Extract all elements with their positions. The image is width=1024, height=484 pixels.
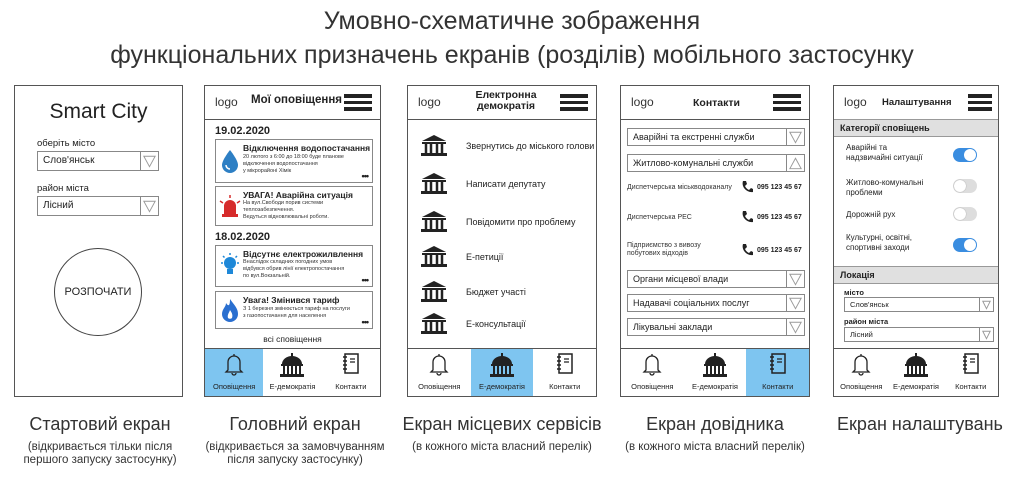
tab-contacts-label: Контакти: [335, 382, 367, 391]
tab-alerts[interactable]: [621, 349, 684, 396]
notification-body-3: по вул.Вокзальній.: [243, 273, 291, 279]
service-item-label: Звернутись до міського голови: [466, 141, 595, 151]
service-item-label: Е-петиції: [466, 252, 504, 262]
diagram-title-line1: Умовно-схематичне зображення: [323, 7, 701, 35]
address-book-icon: [555, 352, 575, 376]
contacts-sub: (в кожного міста власний перелік): [625, 441, 805, 453]
district-select-value: Лісний: [43, 200, 74, 211]
category-select-authorities[interactable]: [627, 270, 805, 288]
notification-title: Відключення водопостачання: [243, 143, 371, 153]
category-select-medical[interactable]: [627, 318, 805, 336]
notification-body-2: теплозабезпечення.: [243, 207, 295, 213]
more-icon[interactable]: •••: [361, 275, 368, 285]
alarm-icon: [219, 194, 241, 218]
services-screen: [407, 85, 597, 397]
tab-edem[interactable]: [471, 349, 534, 396]
setting-emergency-label: [846, 143, 923, 163]
address-book-icon: [768, 352, 788, 376]
setting-housing-label: [846, 178, 923, 198]
setting-label-line2: надзвичайні ситуації: [846, 153, 923, 162]
parliament-icon: [488, 352, 516, 378]
setting-label-line2: спортивні заходи: [846, 243, 910, 252]
tab-alerts-label: Оповіщення: [840, 382, 883, 391]
more-icon[interactable]: •••: [361, 317, 368, 327]
tab-contacts[interactable]: [322, 349, 380, 396]
menu-icon[interactable]: [773, 94, 801, 112]
settings-header-title: Налаштування: [882, 97, 952, 108]
notification-body-1: З 1 березня змінюється тариф на послуги: [243, 306, 350, 312]
logo: logo: [844, 95, 867, 109]
notification-title: УВАГА! Аварійна ситуація: [243, 190, 353, 200]
address-book-icon: [341, 352, 361, 376]
tab-alerts-label: Оповіщення: [631, 382, 674, 391]
phone-icon[interactable]: [741, 243, 753, 257]
tab-edem-label: Е-демократія: [893, 382, 939, 391]
city-select-value: Слов'янськ: [43, 155, 95, 166]
tab-edem-label: Е-демократія: [269, 382, 316, 391]
tab-contacts-label: Контакти: [762, 382, 794, 391]
service-item-label: Е-консультації: [466, 319, 526, 329]
settings-city-select[interactable]: [844, 297, 994, 312]
toggle-culture[interactable]: [953, 238, 977, 252]
start-button[interactable]: РОЗПОЧАТИ: [54, 248, 142, 336]
tab-edem-label: Е-демократія: [692, 382, 738, 391]
settings-city-label: місто: [844, 288, 864, 297]
setting-label-line2: проблеми: [846, 188, 883, 197]
main-header-title: Мої оповіщення: [251, 94, 342, 106]
tab-edem[interactable]: [684, 349, 747, 396]
services-sub: (в кожного міста власний перелік): [412, 441, 592, 453]
logo: logo: [631, 95, 654, 109]
services-header-title: [458, 90, 554, 112]
tab-bar: [834, 348, 998, 396]
service-item-label: Написати депутату: [466, 179, 546, 189]
tab-contacts[interactable]: [533, 349, 596, 396]
contact-name: Диспетчерська РЕС: [627, 214, 692, 221]
notification-tariff[interactable]: [215, 291, 373, 329]
logo: logo: [418, 95, 441, 109]
contact-phone[interactable]: 095 123 45 67: [757, 184, 802, 191]
bell-icon: [224, 352, 244, 376]
notification-body-1: 20 лютого з 6:00 до 18:00 буде планове: [243, 154, 344, 160]
setting-traffic-label: Дорожній рух: [846, 210, 896, 219]
notification-body-2: відключення водопостачання: [243, 161, 318, 167]
lightbulb-icon: [219, 252, 241, 280]
setting-culture-label: [846, 233, 912, 253]
category-select-social[interactable]: [627, 294, 805, 312]
bell-icon: [429, 352, 449, 376]
chevron-down-icon: [786, 129, 804, 145]
building-icon: [420, 210, 448, 234]
category-label: Надавачі соціальних послуг: [633, 298, 750, 308]
tab-alerts-label: Оповіщення: [418, 382, 461, 391]
contact-phone[interactable]: 095 123 45 67: [757, 214, 802, 221]
settings-district-label: район міста: [844, 317, 889, 326]
section-location: Локація: [834, 266, 998, 284]
category-label: Аварійні та екстренні служби: [633, 132, 755, 142]
service-item[interactable]: [408, 132, 596, 162]
building-icon: [420, 245, 448, 269]
services-caption: Екран місцевих сервісів: [402, 414, 602, 434]
address-book-icon: [961, 352, 981, 376]
services-header-line1: Електронна: [475, 89, 537, 101]
main-screen: [204, 85, 381, 397]
phone-icon[interactable]: [741, 180, 753, 194]
main-sub2: після запуску застосунку): [227, 454, 363, 466]
service-item[interactable]: [408, 170, 596, 200]
all-notifications-link[interactable]: всі сповіщення: [263, 334, 322, 344]
parliament-icon: [278, 352, 306, 378]
parliament-icon: [701, 352, 729, 378]
tab-alerts[interactable]: [205, 349, 263, 396]
section-categories: Категорії сповіщень: [834, 119, 998, 137]
city-label: оберіть місто: [37, 138, 96, 149]
main-sub1: (відкривається за замовчуванням: [205, 441, 385, 453]
toggle-housing[interactable]: [953, 179, 977, 193]
date-2: 18.02.2020: [215, 231, 271, 243]
notification-body-1: На вул.Свободи порив системи: [243, 200, 324, 206]
building-icon: [420, 312, 448, 336]
more-icon[interactable]: •••: [361, 171, 368, 181]
district-label: район міста: [37, 183, 89, 194]
menu-icon[interactable]: [560, 94, 588, 112]
parliament-icon: [902, 352, 930, 378]
building-icon: [420, 134, 448, 158]
tab-alerts[interactable]: [408, 349, 471, 396]
tab-edem[interactable]: [889, 349, 944, 396]
service-item[interactable]: [408, 243, 596, 273]
menu-icon[interactable]: [344, 94, 372, 112]
setting-label-line1: Культурні, освітні,: [846, 233, 913, 242]
chevron-down-icon: [786, 295, 804, 311]
tab-alerts[interactable]: [834, 349, 889, 396]
service-item-label: Повідомити про проблему: [466, 217, 576, 227]
tab-bar: [205, 348, 380, 396]
tab-bar: [621, 348, 809, 396]
notification-body-2: з газопостачання для населення: [243, 313, 327, 319]
notification-title: Увага! Змінився тариф: [243, 295, 340, 305]
chevron-down-icon: [140, 152, 158, 170]
tab-edem[interactable]: [263, 349, 321, 396]
service-item[interactable]: [408, 310, 596, 340]
contact-phone[interactable]: 095 123 45 67: [757, 247, 802, 254]
services-header-line2: демократія: [476, 100, 536, 112]
date-1: 19.02.2020: [215, 125, 271, 137]
contacts-screen: [620, 85, 810, 397]
category-label: Органи місцевої влади: [633, 274, 729, 284]
settings-city-value: Слов'янськ: [850, 300, 889, 309]
notification-body-3: у мікрорайоні Хімік: [243, 168, 292, 174]
contact-name: Диспетчерська міськводоканалу: [627, 184, 732, 191]
settings-district-value: Лісний: [850, 330, 873, 339]
services-header: [408, 86, 596, 120]
chevron-down-icon: [979, 298, 993, 311]
setting-label-line1: Аварійні та: [846, 143, 888, 152]
main-caption: Головний екран: [229, 414, 361, 434]
notification-body-1: Внаслідок складних погодних умов: [243, 259, 333, 265]
notification-title: Відсутнє електрожилвлення: [243, 249, 364, 259]
contact-name-line2: побутових відходів: [627, 250, 689, 257]
tab-contacts[interactable]: [943, 349, 998, 396]
district-select[interactable]: [37, 196, 159, 216]
notification-emergency[interactable]: [215, 186, 373, 226]
bell-icon: [642, 352, 662, 376]
chevron-down-icon: [979, 328, 993, 341]
notification-body-3: Ведуться відновлювальні роботи.: [243, 214, 329, 220]
water-drop-icon: [219, 148, 241, 174]
settings-caption: Екран налаштувань: [837, 414, 1003, 434]
building-icon: [420, 280, 448, 304]
tab-alerts-label: Оповіщення: [213, 382, 256, 391]
contacts-header-title: Контакти: [693, 97, 740, 109]
tab-bar: [408, 348, 596, 396]
settings-district-select[interactable]: [844, 327, 994, 342]
main-header: [205, 86, 380, 120]
chevron-down-icon: [786, 271, 804, 287]
menu-icon[interactable]: [968, 94, 992, 112]
service-item[interactable]: [408, 208, 596, 238]
start-sub2: першого запуску застосунку): [23, 454, 177, 466]
settings-screen: [833, 85, 999, 397]
service-item-label: Бюджет участі: [466, 287, 526, 297]
category-select-housing[interactable]: [627, 154, 805, 172]
toggle-emergency[interactable]: [953, 148, 977, 162]
tab-edem-label: Е-демократія: [479, 382, 525, 391]
city-select[interactable]: [37, 151, 159, 171]
start-caption: Стартовий екран: [29, 414, 171, 434]
chevron-up-icon: [786, 155, 804, 171]
phone-icon[interactable]: [741, 210, 753, 224]
toggle-traffic[interactable]: [953, 207, 977, 221]
tab-contacts[interactable]: [746, 349, 809, 396]
chevron-down-icon: [786, 319, 804, 335]
bell-icon: [851, 352, 871, 376]
notification-electricity[interactable]: [215, 245, 373, 287]
contact-name-line1: Підприємство з вивозу: [627, 242, 701, 249]
category-label: Лікувальні заклади: [633, 322, 713, 332]
contacts-header: [621, 86, 809, 120]
start-screen: [14, 85, 183, 397]
service-item[interactable]: [408, 278, 596, 308]
logo: logo: [215, 95, 238, 109]
settings-header: [834, 86, 998, 120]
category-label: Житлово-комунальні служби: [633, 158, 754, 168]
app-name: Smart City: [49, 100, 148, 123]
start-sub1: (відкривається тільки після: [27, 441, 173, 453]
diagram-title-line2: функціональних призначень екранів (розділів) мобільного застосунку: [110, 41, 914, 69]
building-icon: [420, 172, 448, 196]
tab-contacts-label: Контакти: [549, 382, 581, 391]
gas-flame-icon: [220, 298, 240, 324]
contacts-caption: Екран довідника: [646, 414, 784, 434]
chevron-down-icon: [140, 197, 158, 215]
setting-label-line1: Житлово-комунальні: [846, 178, 924, 187]
notification-water[interactable]: [215, 139, 373, 183]
notification-body-2: відбувся обрив лінії електропостачання: [243, 266, 345, 272]
tab-contacts-label: Контакти: [955, 382, 987, 391]
category-select-emergency[interactable]: [627, 128, 805, 146]
